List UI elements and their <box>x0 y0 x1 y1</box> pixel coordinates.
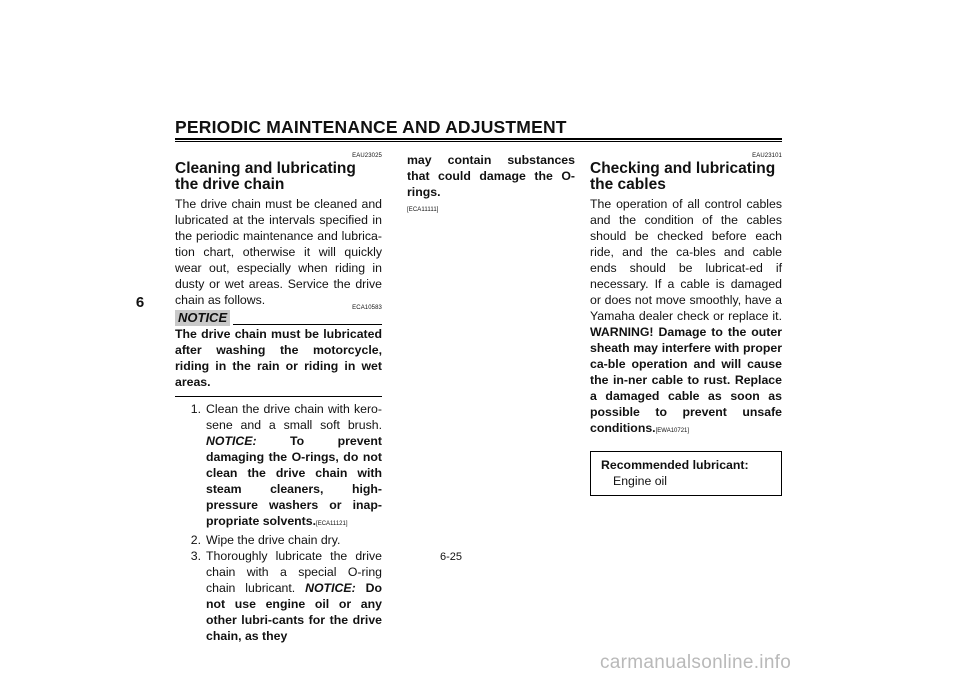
middle-column <box>407 152 575 214</box>
left-column <box>175 152 382 644</box>
watermark: carmanualsonline.info <box>600 652 792 673</box>
steps-list <box>175 401 382 644</box>
list-item <box>175 532 382 548</box>
page-number: 6-25 <box>440 551 463 563</box>
step-text <box>206 548 382 644</box>
step-instruction: Wipe the drive chain dry. <box>206 533 341 547</box>
continued-notice-text: may contain substances that could damage the O-rings. <box>407 153 575 199</box>
middle-code: [ECA11111] <box>407 207 439 213</box>
notice-rule <box>233 324 382 325</box>
chapter-tab: 6 <box>135 294 145 311</box>
section-title-drive-chain: Cleaning and lubricating the drive chain <box>175 160 356 193</box>
recommended-lubricant-box <box>590 451 782 496</box>
step-instruction: Clean the drive chain with kero-sene and a small soft brush. <box>206 402 382 432</box>
section-code: EAU23025 <box>352 153 382 159</box>
step-code: [ECA11121] <box>316 521 348 527</box>
lubricant-label: Recommended lubricant: <box>601 458 749 472</box>
step-notice-label: NOTICE: <box>206 434 257 448</box>
step-number: 1. <box>190 402 201 416</box>
notice-end-rule <box>175 396 382 397</box>
notice-header <box>175 310 382 326</box>
cables-body-text: The operation of all control cables and the condition of the cables should be checked before each ride, and the ca-bles and cable ends should be lubricat-ed if necessary. If a cable is damaged or does not move smoothly, have a Yamaha dealer check or replace it. <box>590 197 782 323</box>
step-instruction: Thoroughly lubricate the drive chain with a special O-ring chain lubricant. <box>206 549 382 595</box>
step-notice-text: Do not use engine oil or any other lubri-cants for the drive chain, as they <box>206 581 382 643</box>
notice-label: NOTICE <box>175 310 230 326</box>
drive-chain-intro: The drive chain must be cleaned and lubricated at the intervals specified in the periodic maintenance and lubrica-tion chart, otherwise it will quickly wear out, especially when riding in dusty or wet areas. Service the drive chain as follows. <box>175 197 382 307</box>
cables-body <box>590 196 782 439</box>
page-header-title: PERIODIC MAINTENANCE AND ADJUSTMENT <box>175 117 567 137</box>
step-number: 3. <box>190 549 201 563</box>
step-number: 2. <box>190 533 201 547</box>
warning-text: WARNING! Damage to the outer sheath may interfere with proper ca-ble operation and will cause the in-ner cable to rust. Replace a damaged cable as soon as possible to prevent unsafe conditions. <box>590 325 782 435</box>
step-notice-text: To prevent damaging the O-rings, do not clean the drive chain with steam cleaners, high-pressure washers or inap-propriate solvents. <box>206 434 382 528</box>
list-item <box>175 401 382 532</box>
warning-code: [EWA10721] <box>655 428 690 434</box>
notice-text: The drive chain must be lubricated after washing the motorcycle, riding in the rain or riding in wet areas. <box>175 327 382 389</box>
header-rule <box>175 138 782 140</box>
header-rule-thin <box>175 141 782 142</box>
list-item <box>175 548 382 644</box>
right-column <box>590 152 782 496</box>
section-code: EAU23101 <box>752 153 782 159</box>
section-title-cables: Checking and lubricating the cables <box>590 160 776 193</box>
notice-code: ECA10583 <box>352 305 382 311</box>
lubricant-value: Engine oil <box>613 474 668 488</box>
step-notice-label: NOTICE: <box>305 581 356 595</box>
step-text <box>206 401 382 532</box>
